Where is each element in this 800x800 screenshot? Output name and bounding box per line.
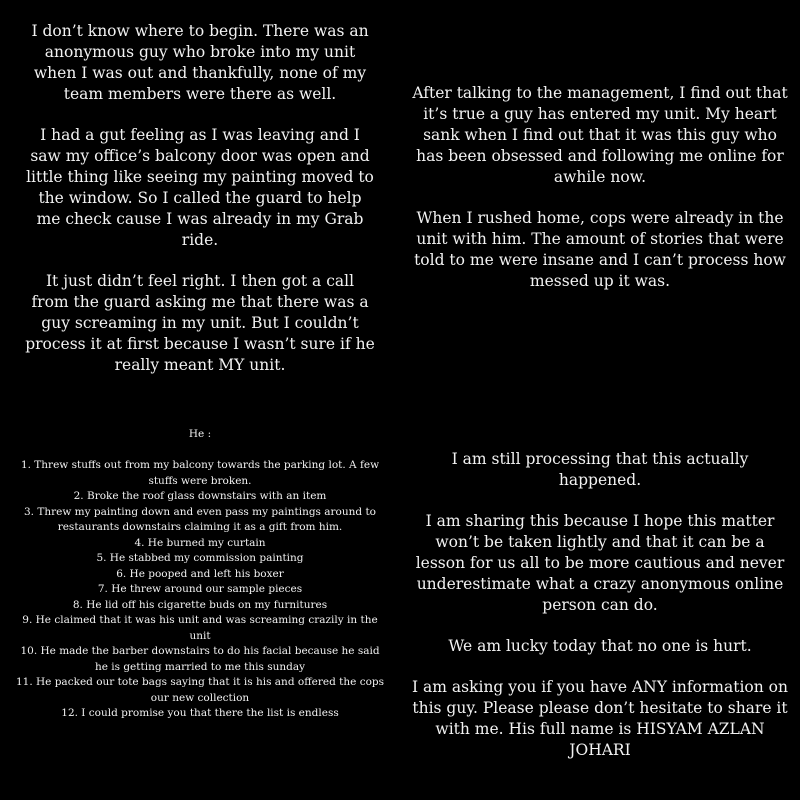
list-item: 6. He pooped and left his boxer	[116, 567, 284, 580]
paragraph: I am still processing that this actually happened.	[451, 450, 749, 489]
list-item: 2. Broke the roof glass downstairs with an item	[73, 490, 327, 502]
paragraph: It just didn’t feel right. I then got a call from the guard asking me that there was a guy screaming in my unit. But I couldn’t process it at first because I wasn’t sure if he really meant MY unit.	[25, 271, 375, 374]
paragraph: I am sharing this because I hope this matter won’t be taken lightly and that it can be a lesson for us all to be more cautious and never underestimate what a crazy anonymous online person can do.	[415, 512, 785, 614]
list-item: 4. He burned my curtain	[134, 536, 266, 549]
panel-bottom-right	[400, 400, 800, 800]
paragraph: When I rushed home, cops were already in the unit with him. The amount of stories that were told to me were insane and I can’t process how messed up it was.	[414, 208, 786, 290]
list-item: 5. He stabbed my commission painting	[96, 552, 304, 564]
incident-list	[13, 427, 388, 722]
paragraph: We am lucky today that no one is hurt.	[448, 637, 752, 655]
paragraph: I don’t know where to begin. There was an anonymous guy who broke into my unit when I was out and thankfully, none of my team members were there as well.	[31, 21, 369, 103]
list-item: 9. He claimed that it was his unit and was screaming crazily in the unit	[22, 614, 378, 642]
paragraph: I am asking you if you have ANY information on this guy. Please please don’t hesitate to share it with me. His full name is HISYAM AZLAN JOHARI	[411, 678, 788, 759]
story-text-bottom-right	[410, 449, 790, 761]
incident-items	[13, 458, 388, 722]
list-item: 7. He threw around our sample pieces	[97, 583, 303, 595]
list-item: 1. Threw stuffs out from my balcony towards the parking lot. A few stuffs were broken.	[20, 459, 380, 487]
panel-top-left	[0, 0, 400, 400]
list-item: 10. He made the barber downstairs to do his facial because he said he is getting married to me this sunday	[20, 645, 380, 673]
story-text-top-left	[25, 21, 375, 376]
paragraph: After talking to the management, I find out that it’s true a guy has entered my unit. My heart sank when I find out that it was this guy who has been obsessed and following me online for awhile now.	[412, 83, 788, 186]
paragraph: I had a gut feeling as I was leaving and I saw my office’s balcony door was open and little thing like seeing my painting moved to the window. So I called the guard to help me check cause I was already in my Grab ride.	[26, 125, 374, 249]
list-heading: He :	[188, 427, 212, 440]
list-item: 8. He lid off his cigarette buds on my furnitures	[72, 598, 328, 611]
list-item: 3. Threw my painting down and even pass my paintings around to restaurants downstairs claiming it as a gift from him.	[23, 505, 377, 533]
panel-top-right	[400, 0, 800, 400]
list-item: 12. I could promise you that there the list is endless	[61, 707, 339, 719]
list-item: 11. He packed our tote bags saying that it is his and offered the cops our new collection	[15, 676, 385, 704]
panel-bottom-left	[0, 400, 400, 800]
story-text-top-right	[410, 83, 790, 292]
